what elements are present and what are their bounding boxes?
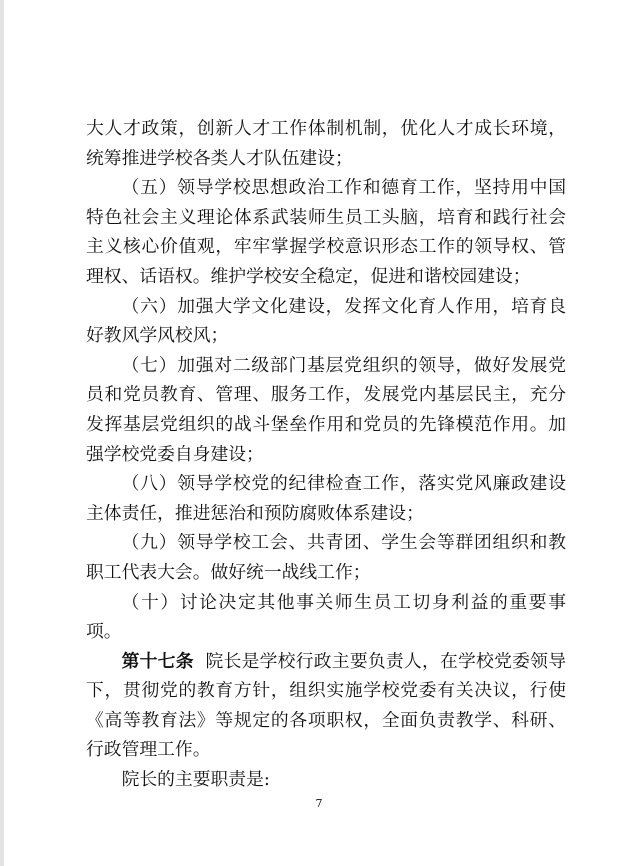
page-edge-shadow (0, 0, 4, 866)
paragraph-item-5: （五）领导学校思想政治工作和德育工作，坚持用中国特色社会主义理论体系武装师生员工头脑，培育和践行社会主义核心价值观，牢牢掌握学校意识形态工作的领导权、管理权、话语权。维护学校安全稳定，促进和谐校园建设； (86, 177, 566, 287)
paragraph-item-9: （九）领导学校工会、共青团、学生会等群团组织和教职工代表大会。做好统一战线工作； (86, 532, 566, 583)
page-number: 7 (315, 797, 323, 810)
paragraph-item-6: （六）加强大学文化建设，发挥文化育人作用，培育良好教风学风校风； (86, 295, 566, 347)
paragraph-continued: 大人才政策，创新人才工作体制机制，优化人才成长环境，统筹推进学校各类人才队伍建设； (86, 118, 566, 169)
paragraph-item-8: （八）领导学校党的纪律检查工作，落实党风廉政建设主体责任，推进惩治和预防腐败体系建设； (86, 473, 566, 524)
article-17-heading: 第十七条 (121, 650, 194, 672)
duties-intro: 院长的主要职责是: (121, 769, 270, 791)
article-17-paragraph (86, 647, 566, 765)
paragraph-item-7: （七）加强对二级部门基层党组织的领导，做好发展党员和党员教育、管理、服务工作，发展党内基层民主，充分发挥基层党组织的战斗堡垒作用和党员的先锋模范作用。加强学校党委自身建设； (86, 354, 566, 465)
article-17-text: 院长是学校行政主要负责人，在学校党委领导下，贯彻党的教育方针，组织实施学校党委有关决议，行使《高等教育法》等规定的各项职权，全面负责教学、科研、行政管理工作。 (86, 650, 566, 761)
document-body (86, 114, 566, 795)
paragraph-item-10: （十）讨论决定其他事关师生员工切身利益的重要事项。 (86, 591, 566, 643)
